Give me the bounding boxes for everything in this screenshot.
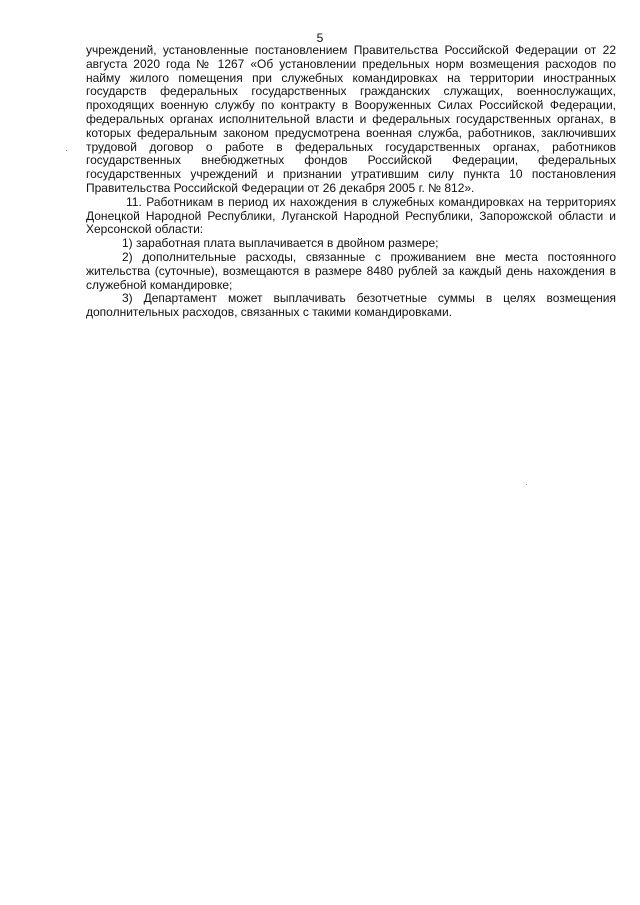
scan-speck [526, 484, 527, 485]
paragraph-item-3: 3) Департамент может выплачивать безотчетные суммы в целях возмещения дополнительных расходов, связанных с такими командировками. [86, 291, 616, 320]
paragraph-continuation: учреждений, установленные постановлением Правительства Российской Федерации от 22 августа 2020 года № 1267 «Об установлении предельных норм возмещения расходов по найму жилого помещения при служебных командировках на территории иностранных государств федеральных государственных гражданских служащих, военнослужащих, проходящих военную службу по контракту в Вооруженных Силах Российской Федерации, федеральных органах исполнительной власти и федеральных государственных органах, в которых федеральным законом предусмотрена военная служба, работников, заключивших трудовой договор о работе в федеральных государственных органах, работников государственных внебюджетных фондов Российской Федерации, федеральных государственных учреждений и признании утратившим силу пункта 10 постановления Правительства Российской Федерации от 26 декабря 2005 г. № 812». [86, 43, 616, 195]
scan-speck [66, 150, 67, 151]
document-body [86, 44, 616, 320]
paragraph-clause-11: 11. Работникам в период их нахождения в служебных командировках на территориях Донецкой Народной Республики, Луганской Народной Республики, Запорожской области и Херсонской области: [86, 194, 616, 237]
paragraph-item-2: 2) дополнительные расходы, связанные с проживанием вне места постоянного жительства (суточные), возмещаются в размере 8480 рублей за каждый день нахождения в служебной командировке; [86, 249, 616, 292]
paragraph-item-1: 1) заработная плата выплачивается в двойном размере; [122, 236, 439, 251]
page-number: 5 [316, 31, 324, 45]
